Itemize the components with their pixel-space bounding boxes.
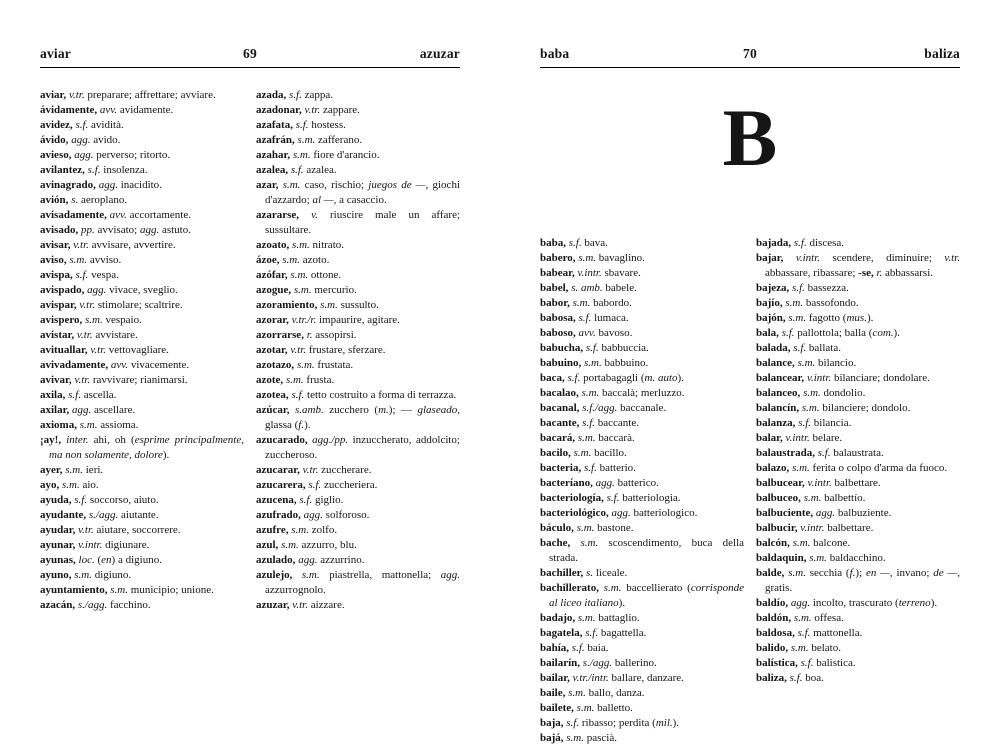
dictionary-entry: avisadamente, avv. accortamente. xyxy=(40,209,192,221)
dictionary-entry: ¡ay!, inter. ahi, oh (esprime principalmente, ma non solamente, dolore). xyxy=(40,434,244,461)
dictionary-entry: azucarado, agg./pp. inzuccherato, addolcito; zuccheroso. xyxy=(256,434,460,461)
dictionary-entry: babel, s. amb. babele. xyxy=(540,282,637,294)
guideword-first: baba xyxy=(540,46,570,61)
dictionary-entry: baldón, s.m. offesa. xyxy=(756,612,844,624)
dictionary-entry: bacante, s.f. baccante. xyxy=(540,417,639,429)
dictionary-entry: ayer, s.m. ieri. xyxy=(40,464,104,476)
dictionary-entry: bailar, v.tr./intr. ballare, danzare. xyxy=(540,672,684,684)
dictionary-entry: azalea, s.f. azalea. xyxy=(256,164,337,176)
dictionary-entry: babucha, s.f. babbuccia. xyxy=(540,342,649,354)
dictionary-entry: bajada, s.f. discesa. xyxy=(756,237,845,249)
dictionary-entry: bajá, s.m. pascià. xyxy=(540,732,617,744)
dictionary-entry: azahar, s.m. fiore d'arancio. xyxy=(256,149,380,161)
dictionary-entry: baca, s.f. portabagagli (m. auto). xyxy=(540,372,684,384)
dictionary-entry: balanza, s.f. bilancia. xyxy=(756,417,852,429)
dictionary-entry: avispero, s.m. vespaio. xyxy=(40,314,142,326)
dictionary-entry: bacteriología, s.f. batteriologia. xyxy=(540,492,681,504)
dictionary-entry: azucarar, v.tr. zuccherare. xyxy=(256,464,372,476)
dictionary-entry: avispar, v.tr. stimolare; scaltrire. xyxy=(40,299,183,311)
dictionary-entry: azul, s.m. azzurro, blu. xyxy=(256,539,357,551)
dictionary-entry: avivadamente, avv. vivacemente. xyxy=(40,359,190,371)
dictionary-entry: bagatela, s.f. bagattella. xyxy=(540,627,647,639)
page-70 xyxy=(540,46,960,746)
running-head-left xyxy=(40,46,460,62)
dictionary-entry: axioma, s.m. assioma. xyxy=(40,419,139,431)
dictionary-entry: ayuno, s.m. digiuno. xyxy=(40,569,132,581)
dictionary-entry: babosa, s.f. lumaca. xyxy=(540,312,629,324)
dictionary-entry: azadonar, v.tr. zappare. xyxy=(256,104,360,116)
dictionary-entry: báculo, s.m. bastone. xyxy=(540,522,634,534)
dictionary-entry: ávido, agg. avido. xyxy=(40,134,121,146)
dictionary-entry: baboso, avv. bavoso. xyxy=(540,327,633,339)
dictionary-entry: azotea, s.f. tetto costruito a forma di terrazza. xyxy=(256,389,457,401)
dictionary-entry: avión, s. aeroplano. xyxy=(40,194,128,206)
dictionary-entry: bacilo, s.m. bacillo. xyxy=(540,447,627,459)
dictionary-entry: balcón, s.m. balcone. xyxy=(756,537,851,549)
guideword-first: aviar xyxy=(40,46,71,61)
dictionary-entry: avistar, v.tr. avvistare. xyxy=(40,329,138,341)
dictionary-entry: balde, s.m. secchia (f.); en —, invano; de —, gratis. xyxy=(756,567,960,594)
dictionary-entry: balancín, s.m. bilanciere; dondolo. xyxy=(756,402,911,414)
dictionary-entry: bachiller, s. liceale. xyxy=(540,567,628,579)
page-number: 69 xyxy=(243,46,257,61)
dictionary-entry: bailete, s.m. balletto. xyxy=(540,702,633,714)
dictionary-entry: badajo, s.m. battaglio. xyxy=(540,612,640,624)
running-head-right xyxy=(540,46,960,62)
dictionary-entry: babor, s.m. babordo. xyxy=(540,297,632,309)
section-letter: B xyxy=(722,92,778,183)
guideword-last: baliza xyxy=(924,46,960,61)
dictionary-entry: azorrarse, r. assopirsi. xyxy=(256,329,357,341)
dictionary-entry: ayuntamiento, s.m. municipio; unione. xyxy=(40,584,214,596)
dictionary-entry: azufrado, agg. solforoso. xyxy=(256,509,370,521)
dictionary-entry: axila, s.f. ascella. xyxy=(40,389,117,401)
dictionary-entry: avinagrado, agg. inacidito. xyxy=(40,179,162,191)
dictionary-entry: azararse, v. riuscire male un affare; sussultare. xyxy=(256,209,461,236)
dictionary-entry: azófar, s.m. ottone. xyxy=(256,269,342,281)
dictionary-entry: azulejo, s.m. piastrella, mattonella; agg. azzurrognolo. xyxy=(256,569,460,596)
dictionary-entry: bahía, s.f. baia. xyxy=(540,642,609,654)
dictionary-entry: azoramiento, s.m. sussulto. xyxy=(256,299,379,311)
dictionary-entry: ayunas, loc. (en) a digiuno. xyxy=(40,554,162,566)
dictionary-entry: balbuceo, s.m. balbettío. xyxy=(756,492,866,504)
dictionary-entry: avivar, v.tr. ravvivare; rianimarsi. xyxy=(40,374,188,386)
dictionary-entry: ayo, s.m. aio. xyxy=(40,479,99,491)
header-rule xyxy=(40,67,460,68)
dictionary-entry: balance, s.m. bilancio. xyxy=(756,357,857,369)
dictionary-entry: azúcar, s.amb. zucchero (m.); — glaseado, glassa (f.). xyxy=(256,404,460,431)
dictionary-entry: ayunar, v.intr. digiunare. xyxy=(40,539,150,551)
dictionary-entry: azar, s.m. caso, rischio; juegos de —, giochi d'azzardo; al —, a casaccio. xyxy=(256,179,460,206)
page-69 xyxy=(40,46,460,613)
dictionary-entry: bajón, s.m. fagotto (mus.). xyxy=(756,312,874,324)
dictionary-entry: baba, s.f. bava. xyxy=(540,237,608,249)
dictionary-entry: baldosa, s.f. mattonella. xyxy=(756,627,863,639)
dictionary-entry: azote, s.m. frusta. xyxy=(256,374,335,386)
dictionary-entry: balazo, s.m. ferita o colpo d'arma da fuoco. xyxy=(756,462,948,474)
dictionary-entry: azucena, s.f. giglio. xyxy=(256,494,344,506)
dictionary-entry: balbuciente, agg. balbuziente. xyxy=(756,507,892,519)
page-number: 70 xyxy=(743,46,757,61)
dictionary-entry: azulado, agg. azzurrino. xyxy=(256,554,365,566)
dictionary-entry: ayudar, v.tr. aiutare, soccorrere. xyxy=(40,524,181,536)
dictionary-entry: baile, s.m. ballo, danza. xyxy=(540,687,645,699)
dictionary-entry: avidez, s.f. avidità. xyxy=(40,119,124,131)
dictionary-entry: bacteriológico, agg. batteriologico. xyxy=(540,507,698,519)
dictionary-entry: bajar, v.intr. scendere, diminuire; v.tr. abbassare, ribassare; -se, r. abbassarsi. xyxy=(756,252,960,279)
dictionary-entry: balancear, v.intr. bilanciare; dondolare. xyxy=(756,372,930,384)
column-1 xyxy=(540,236,744,746)
dictionary-entry: bailarín, s./agg. ballerino. xyxy=(540,657,657,669)
dictionary-entry: azacán, s./agg. facchino. xyxy=(40,599,151,611)
dictionary-entry: bacteríano, agg. batterico. xyxy=(540,477,659,489)
dictionary-entry: aviso, s.m. avviso. xyxy=(40,254,122,266)
dictionary-entry: baliza, s.f. boa. xyxy=(756,672,824,684)
dictionary-entry: azufre, s.m. zolfo. xyxy=(256,524,338,536)
dictionary-entry: bacteria, s.f. batterio. xyxy=(540,462,636,474)
dictionary-entry: baldaquin, s.m. baldacchino. xyxy=(756,552,886,564)
dictionary-entry: bacanal, s.f./agg. baccanale. xyxy=(540,402,667,414)
dictionary-entry: balaustrada, s.f. balaustrata. xyxy=(756,447,884,459)
dictionary-entry: axilar, agg. ascellare. xyxy=(40,404,136,416)
dictionary-entry: azucarera, s.f. zuccheriera. xyxy=(256,479,378,491)
dictionary-entry: bajeza, s.f. bassezza. xyxy=(756,282,849,294)
dictionary-entry: bacalao, s.m. baccalà; merluzzo. xyxy=(540,387,685,399)
dictionary-entry: ayuda, s.f. soccorso, aiuto. xyxy=(40,494,159,506)
dictionary-entry: bala, s.f. pallottola; balla (com.). xyxy=(756,327,900,339)
dictionary-entry: azotazo, s.m. frustata. xyxy=(256,359,354,371)
dictionary-entry: babuino, s.m. babbuino. xyxy=(540,357,649,369)
dictionary-entry: balbucir, v.intr. balbettare. xyxy=(756,522,874,534)
dictionary-entry: ávidamente, avv. avidamente. xyxy=(40,104,174,116)
dictionary-entry: balar, v.intr. belare. xyxy=(756,432,843,444)
dictionary-entry: azafata, s.f. hostess. xyxy=(256,119,346,131)
text-columns xyxy=(40,88,460,613)
dictionary-entry: bacará, s.m. baccarà. xyxy=(540,432,635,444)
dictionary-entry: azotar, v.tr. frustare, sferzare. xyxy=(256,344,386,356)
column-2 xyxy=(256,88,460,613)
dictionary-entry: avispado, agg. vivace, sveglio. xyxy=(40,284,178,296)
dictionary-entry: bajío, s.m. bassofondo. xyxy=(756,297,859,309)
dictionary-entry: bachillerato, s.m. baccellierato (corrisponde al liceo italiano). xyxy=(540,582,744,609)
header-rule xyxy=(540,67,960,68)
dictionary-entry: avilantez, s.f. insolenza. xyxy=(40,164,148,176)
column-2 xyxy=(756,236,960,746)
dictionary-entry: azuzar, v.tr. aizzare. xyxy=(256,599,345,611)
dictionary-entry: avisado, pp. avvisato; agg. astuto. xyxy=(40,224,191,236)
dictionary-entry: baldío, agg. incolto, trascurato (terreno). xyxy=(756,597,938,609)
dictionary-entry: balística, s.f. balistica. xyxy=(756,657,856,669)
dictionary-entry: babear, v.intr. sbavare. xyxy=(540,267,641,279)
dictionary-entry: baja, s.f. ribasso; perdita (mil.). xyxy=(540,717,680,729)
dictionary-entry: bache, s.m. scoscendimento, buca della strada. xyxy=(540,537,745,564)
dictionary-entry: aviar, v.tr. preparare; affrettare; avviare. xyxy=(40,89,216,101)
dictionary-entry: balanceo, s.m. dondolio. xyxy=(756,387,866,399)
dictionary-entry: azada, s.f. zappa. xyxy=(256,89,333,101)
column-1 xyxy=(40,88,244,613)
dictionary-entry: balido, s.m. belato. xyxy=(756,642,841,654)
dictionary-entry: avispa, s.f. vespa. xyxy=(40,269,119,281)
dictionary-entry: babero, s.m. bavaglino. xyxy=(540,252,645,264)
dictionary-entry: avituallar, v.tr. vettovagliare. xyxy=(40,344,169,356)
dictionary-entry: azoato, s.m. nitrato. xyxy=(256,239,344,251)
dictionary-entry: azorar, v.tr./r. impaurire, agitare. xyxy=(256,314,400,326)
dictionary-entry: ázoe, s.m. azoto. xyxy=(256,254,330,266)
text-columns xyxy=(540,236,960,746)
dictionary-entry: balbucear, v.intr. balbettare. xyxy=(756,477,881,489)
guideword-last: azuzar xyxy=(419,46,460,61)
dictionary-entry: ayudante, s./agg. aiutante. xyxy=(40,509,159,521)
dictionary-entry: avisar, v.tr. avvisare, avvertire. xyxy=(40,239,176,251)
dictionary-entry: azogue, s.m. mercurio. xyxy=(256,284,357,296)
dictionary-entry: balada, s.f. ballata. xyxy=(756,342,841,354)
dictionary-entry: avieso, agg. perverso; ritorto. xyxy=(40,149,171,161)
dictionary-entry: azafrán, s.m. zafferano. xyxy=(256,134,363,146)
